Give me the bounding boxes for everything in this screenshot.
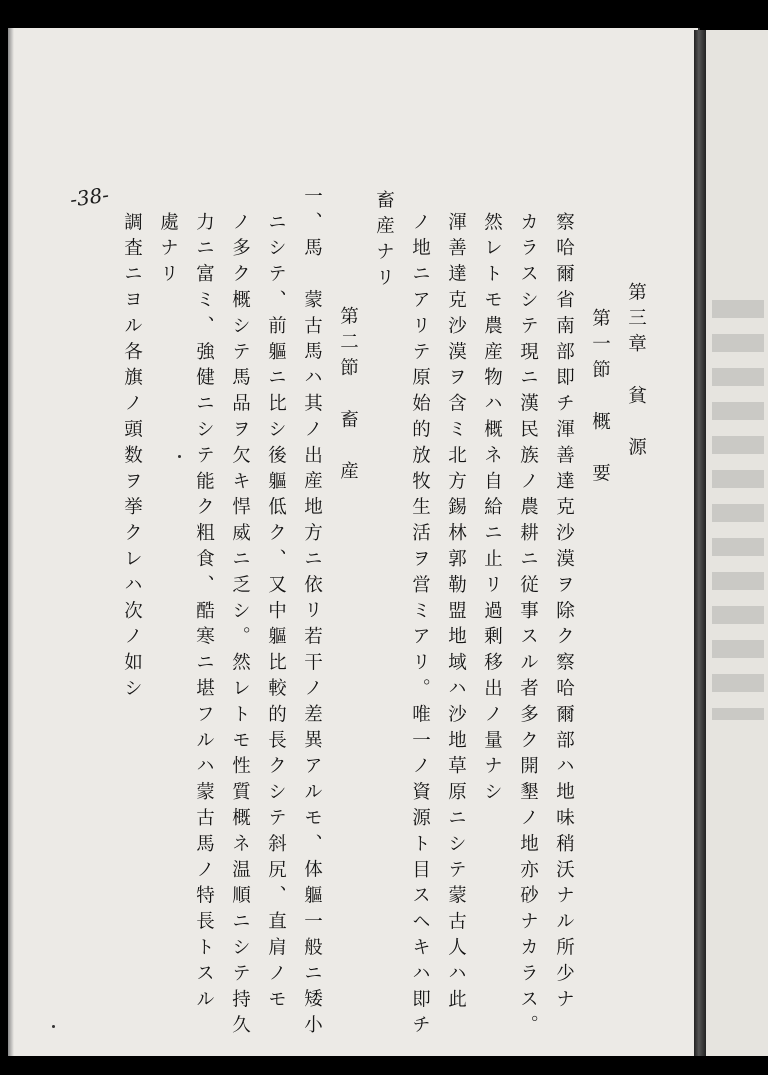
text-column: 力ニ富ミ、強健ニシテ能ク粗食、酷寒ニ堪フルハ蒙古馬ノ特長トスル (193, 212, 215, 1015)
text-column: 察哈爾省南部即チ渾善達克沙漠ヲ除ク察哈爾部ハ地味稍沃ナル所少ナ (553, 212, 575, 1015)
chapter-heading: 第三章 貧 源 (625, 282, 647, 464)
text-column: 渾善達克沙漠ヲ含ミ北方錫林郭勒盟地域ハ沙地草原ニシテ蒙古人ハ此 (445, 212, 467, 1015)
book-spine (694, 30, 706, 1056)
text-column: ニシテ、前軀ニ比シ後軀低ク、又中軀比較的長クシテ斜尻、直肩ノモ (265, 212, 287, 1015)
text-column: 然レトモ農産物ハ概ネ自給ニ止リ過剰移出ノ量ナシ (481, 212, 503, 808)
page-number: -38- (68, 182, 111, 212)
text-column: 一、馬 蒙古馬ハ其ノ出産地方ニ依リ若干ノ差異アルモ、体軀一般ニ矮小 (301, 186, 323, 1041)
text-column: ノ多ク概シテ馬品ヲ欠キ悍威ニ乏シ。然レトモ性質概ネ温順ニシテ持久 (229, 212, 251, 1041)
document-page (8, 28, 700, 1056)
text-column: カラスシテ現ニ漢民族ノ農耕ニ従事スル者多ク開墾ノ地亦砂ナカラス。 (517, 212, 539, 1041)
section-heading: 第一節 概 要 (589, 308, 611, 490)
section-heading: 第二節 畜 産 (337, 306, 359, 488)
text-column: 畜産ナリ (373, 190, 395, 294)
text-column: 調査ニヨル各旗ノ頭数ヲ挙クレハ次ノ如シ (121, 212, 143, 705)
speck (52, 1025, 55, 1028)
speck (178, 455, 181, 458)
text-column: 處ナリ (157, 212, 179, 290)
page-edge (8, 28, 14, 1056)
facing-page-bleed (712, 300, 764, 720)
text-column: ノ地ニアリテ原始的放牧生活ヲ営ミアリ。唯一ノ資源ト目スヘキハ即チ (409, 212, 431, 1041)
